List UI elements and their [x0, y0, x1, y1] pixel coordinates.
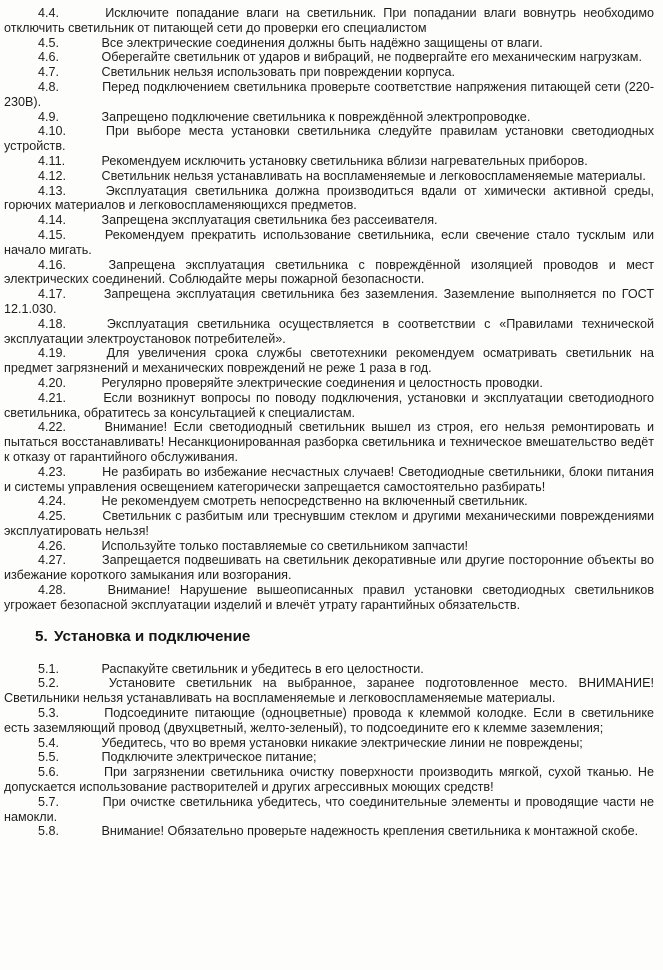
list-item	[4, 65, 654, 80]
list-item	[4, 80, 654, 110]
item-text: Светильник с разбитым или треснувшим стеклом и другими механическими повреждениями эксплуатировать нельзя!	[4, 509, 655, 538]
list-item	[4, 124, 654, 154]
list-item	[4, 6, 654, 36]
list-item	[4, 110, 654, 125]
item-number: 4.18.	[38, 316, 67, 331]
item-number: 4.24.	[38, 494, 67, 509]
section-heading	[35, 627, 654, 647]
item-text: Не разбирать во избежание несчастных случаев! Светодиодные светильники, блоки питания и системы управления освещением категорически запрещается самостоятельно разбирать!	[4, 464, 654, 494]
list-item	[4, 317, 654, 347]
item-number: 4.17.	[38, 287, 67, 302]
item-number: 5.6.	[38, 765, 60, 780]
item-text: Для увеличения срока службы светотехники рекомендуем осматривать светильник на предмет загрязнений и механических повреждений не реже 1 раза в год.	[4, 346, 654, 376]
item-text: Распакуйте светильник и убедитесь в его целостности.	[101, 661, 424, 676]
item-text: Подсоедините питающие (одноцветные) провода к клеммой колодке. Если в светильнике есть заземляющий провод (двухцветный, желто-зеленый), то подсоедините его к клемме заземления;	[4, 706, 655, 735]
item-number: 4.4.	[38, 6, 60, 20]
list-item	[4, 50, 654, 65]
list-item	[4, 795, 654, 825]
item-text: Светильник нельзя устанавливать на воспламеняемые и легковоспламеняемые материалы.	[101, 168, 646, 183]
list-item	[4, 765, 654, 795]
list-item	[4, 36, 654, 51]
item-text: Перед подключением светильника проверьте соответствие напряжения питающей сети (220-230В).	[4, 79, 655, 109]
item-number: 4.14.	[38, 213, 67, 228]
list-item	[4, 539, 654, 554]
item-number: 4.23.	[38, 464, 67, 479]
item-number: 4.28.	[38, 583, 67, 598]
list-item	[4, 736, 654, 751]
section-4-items	[4, 6, 654, 613]
list-item	[4, 583, 654, 613]
item-text: Запрещено подключение светильника к повреждённой электропроводке.	[101, 109, 531, 124]
item-number: 4.25.	[38, 509, 67, 524]
item-text: При загрязнении светильника очистку поверхности производить мягкой, сухой тканью. Не допускается использование растворителей и других агрессивных моющих средств!	[4, 765, 655, 795]
item-text: Рекомендуем исключить установку светильника вблизи нагревательных приборов.	[101, 153, 588, 168]
item-number: 4.20.	[38, 375, 67, 390]
section-heading-title: Установка и подключение	[54, 627, 251, 645]
list-item	[4, 154, 654, 169]
list-item	[4, 184, 654, 214]
item-number: 4.27.	[38, 553, 67, 568]
list-item	[4, 465, 654, 495]
item-text: Внимание! Нарушение вышеописанных правил установки светодиодных светильников угрожает безопасной эксплуатации изделий и влечёт утрату гарантийных обязательств.	[4, 583, 655, 612]
item-number: 4.11.	[38, 153, 66, 168]
item-number: 4.5.	[38, 35, 60, 50]
item-text: Если возникнут вопросы по поводу подключения, установки и эксплуатации светодиодного светильника, обратитесь за консультацией к специалистам.	[4, 390, 655, 420]
item-text: Запрещается подвешивать на светильник декоративные или другие посторонние объекты во избежание короткого замыкания или возгорания.	[4, 553, 655, 583]
item-number: 4.8.	[38, 79, 60, 94]
list-item	[4, 706, 654, 736]
item-text: Светильник нельзя использовать при повреждении корпуса.	[101, 65, 455, 80]
item-text: Эксплуатация светильника должна производиться вдали от химически активной среды, горючих материалов и легковоспламеняющихся предметов.	[4, 183, 655, 213]
item-number: 4.9.	[38, 109, 60, 124]
item-text: Эксплуатация светильника осуществляется в соответствии с «Правилами технической эксплуатации электроустановок потребителей».	[4, 316, 654, 346]
item-text: Не рекомендуем смотреть непосредственно на включенный светильник.	[101, 494, 528, 509]
list-item	[4, 553, 654, 583]
list-item	[4, 376, 654, 391]
list-item	[4, 420, 654, 464]
item-number: 4.6.	[38, 50, 60, 65]
list-item	[4, 676, 654, 706]
item-text: При выборе места установки светильника следуйте правилам установки светодиодных устройств.	[4, 124, 654, 154]
item-number: 4.15.	[38, 227, 67, 242]
item-number: 4.21.	[38, 390, 67, 405]
item-number: 4.26.	[38, 538, 67, 553]
item-text: Запрещена эксплуатация светильника с повреждённой изоляцией проводов и мест электрических соединений. Соблюдайте меры пожарной безопасности.	[4, 257, 654, 287]
section-heading-number: 5.	[35, 627, 48, 645]
item-text: Внимание! Если светодиодный светильник вышел из строя, его нельзя ремонтировать и пытаться восстанавливать! Несанкционированная разборка светильника и техническое вмешательство ведёт к отказу от гарантийного обслуживания.	[4, 420, 654, 464]
item-text: Рекомендуем прекратить использование светильника, если свечение стало тусклым или начало мигать.	[4, 227, 654, 257]
item-number: 4.10.	[38, 124, 67, 139]
section-5-items	[4, 662, 654, 840]
item-number: 4.13.	[38, 183, 67, 198]
item-text: Оберегайте светильник от ударов и вибраций, не подвергайте его механическим нагрузкам.	[101, 50, 642, 65]
item-number: 5.2.	[38, 676, 60, 691]
list-item	[4, 750, 654, 765]
item-text: Запрещена эксплуатация светильника без рассеивателя.	[101, 213, 438, 228]
item-text: Регулярно проверяйте электрические соединения и целостность проводки.	[101, 375, 543, 390]
item-text: При очистке светильника убедитесь, что соединительные элементы и проводящие части не намокли.	[4, 794, 655, 824]
item-number: 4.7.	[38, 65, 60, 80]
item-number: 4.16.	[38, 257, 67, 272]
list-item	[4, 509, 654, 539]
list-item	[4, 494, 654, 509]
list-item	[4, 169, 654, 184]
item-number: 5.7.	[38, 794, 60, 809]
list-item	[4, 391, 654, 421]
list-item	[4, 346, 654, 376]
item-text: Исключите попадание влаги на светильник. При попадании влаги вовнутрь необходимо отключить светильник от питающей сети до проверки его специалистом	[4, 6, 654, 35]
item-number: 4.22.	[38, 420, 67, 435]
item-text: Используйте только поставляемые со светильником запчасти!	[101, 538, 469, 553]
item-number: 5.5.	[38, 750, 60, 765]
item-text: Установите светильник на выбранное, заранее подготовленное место. ВНИМАНИЕ! Светильники нельзя устанавливать на воспламеняемые и легковоспламеняемые материалы.	[4, 676, 655, 706]
item-number: 5.3.	[38, 706, 60, 721]
list-item	[4, 287, 654, 317]
item-number: 4.19.	[38, 346, 67, 361]
item-number: 5.4.	[38, 735, 60, 750]
list-item	[4, 213, 654, 228]
list-item	[4, 662, 654, 677]
item-number: 5.1.	[38, 661, 60, 676]
list-item	[4, 258, 654, 288]
item-text: Все электрические соединения должны быть надёжно защищены от влаги.	[101, 35, 543, 50]
item-number: 5.8.	[38, 824, 60, 839]
item-text: Запрещена эксплуатация светильника без заземления. Заземление выполняется по ГОСТ 12.1.030.	[4, 287, 655, 316]
list-item	[4, 228, 654, 258]
item-text: Убедитесь, что во время установки никакие электрические линии не повреждены;	[101, 735, 583, 750]
item-text: Подключите электрическое питание;	[101, 750, 317, 765]
item-text: Внимание! Обязательно проверьте надежность крепления светильника к монтажной скобе.	[101, 824, 639, 839]
item-number: 4.12.	[38, 168, 67, 183]
list-item	[4, 824, 654, 839]
